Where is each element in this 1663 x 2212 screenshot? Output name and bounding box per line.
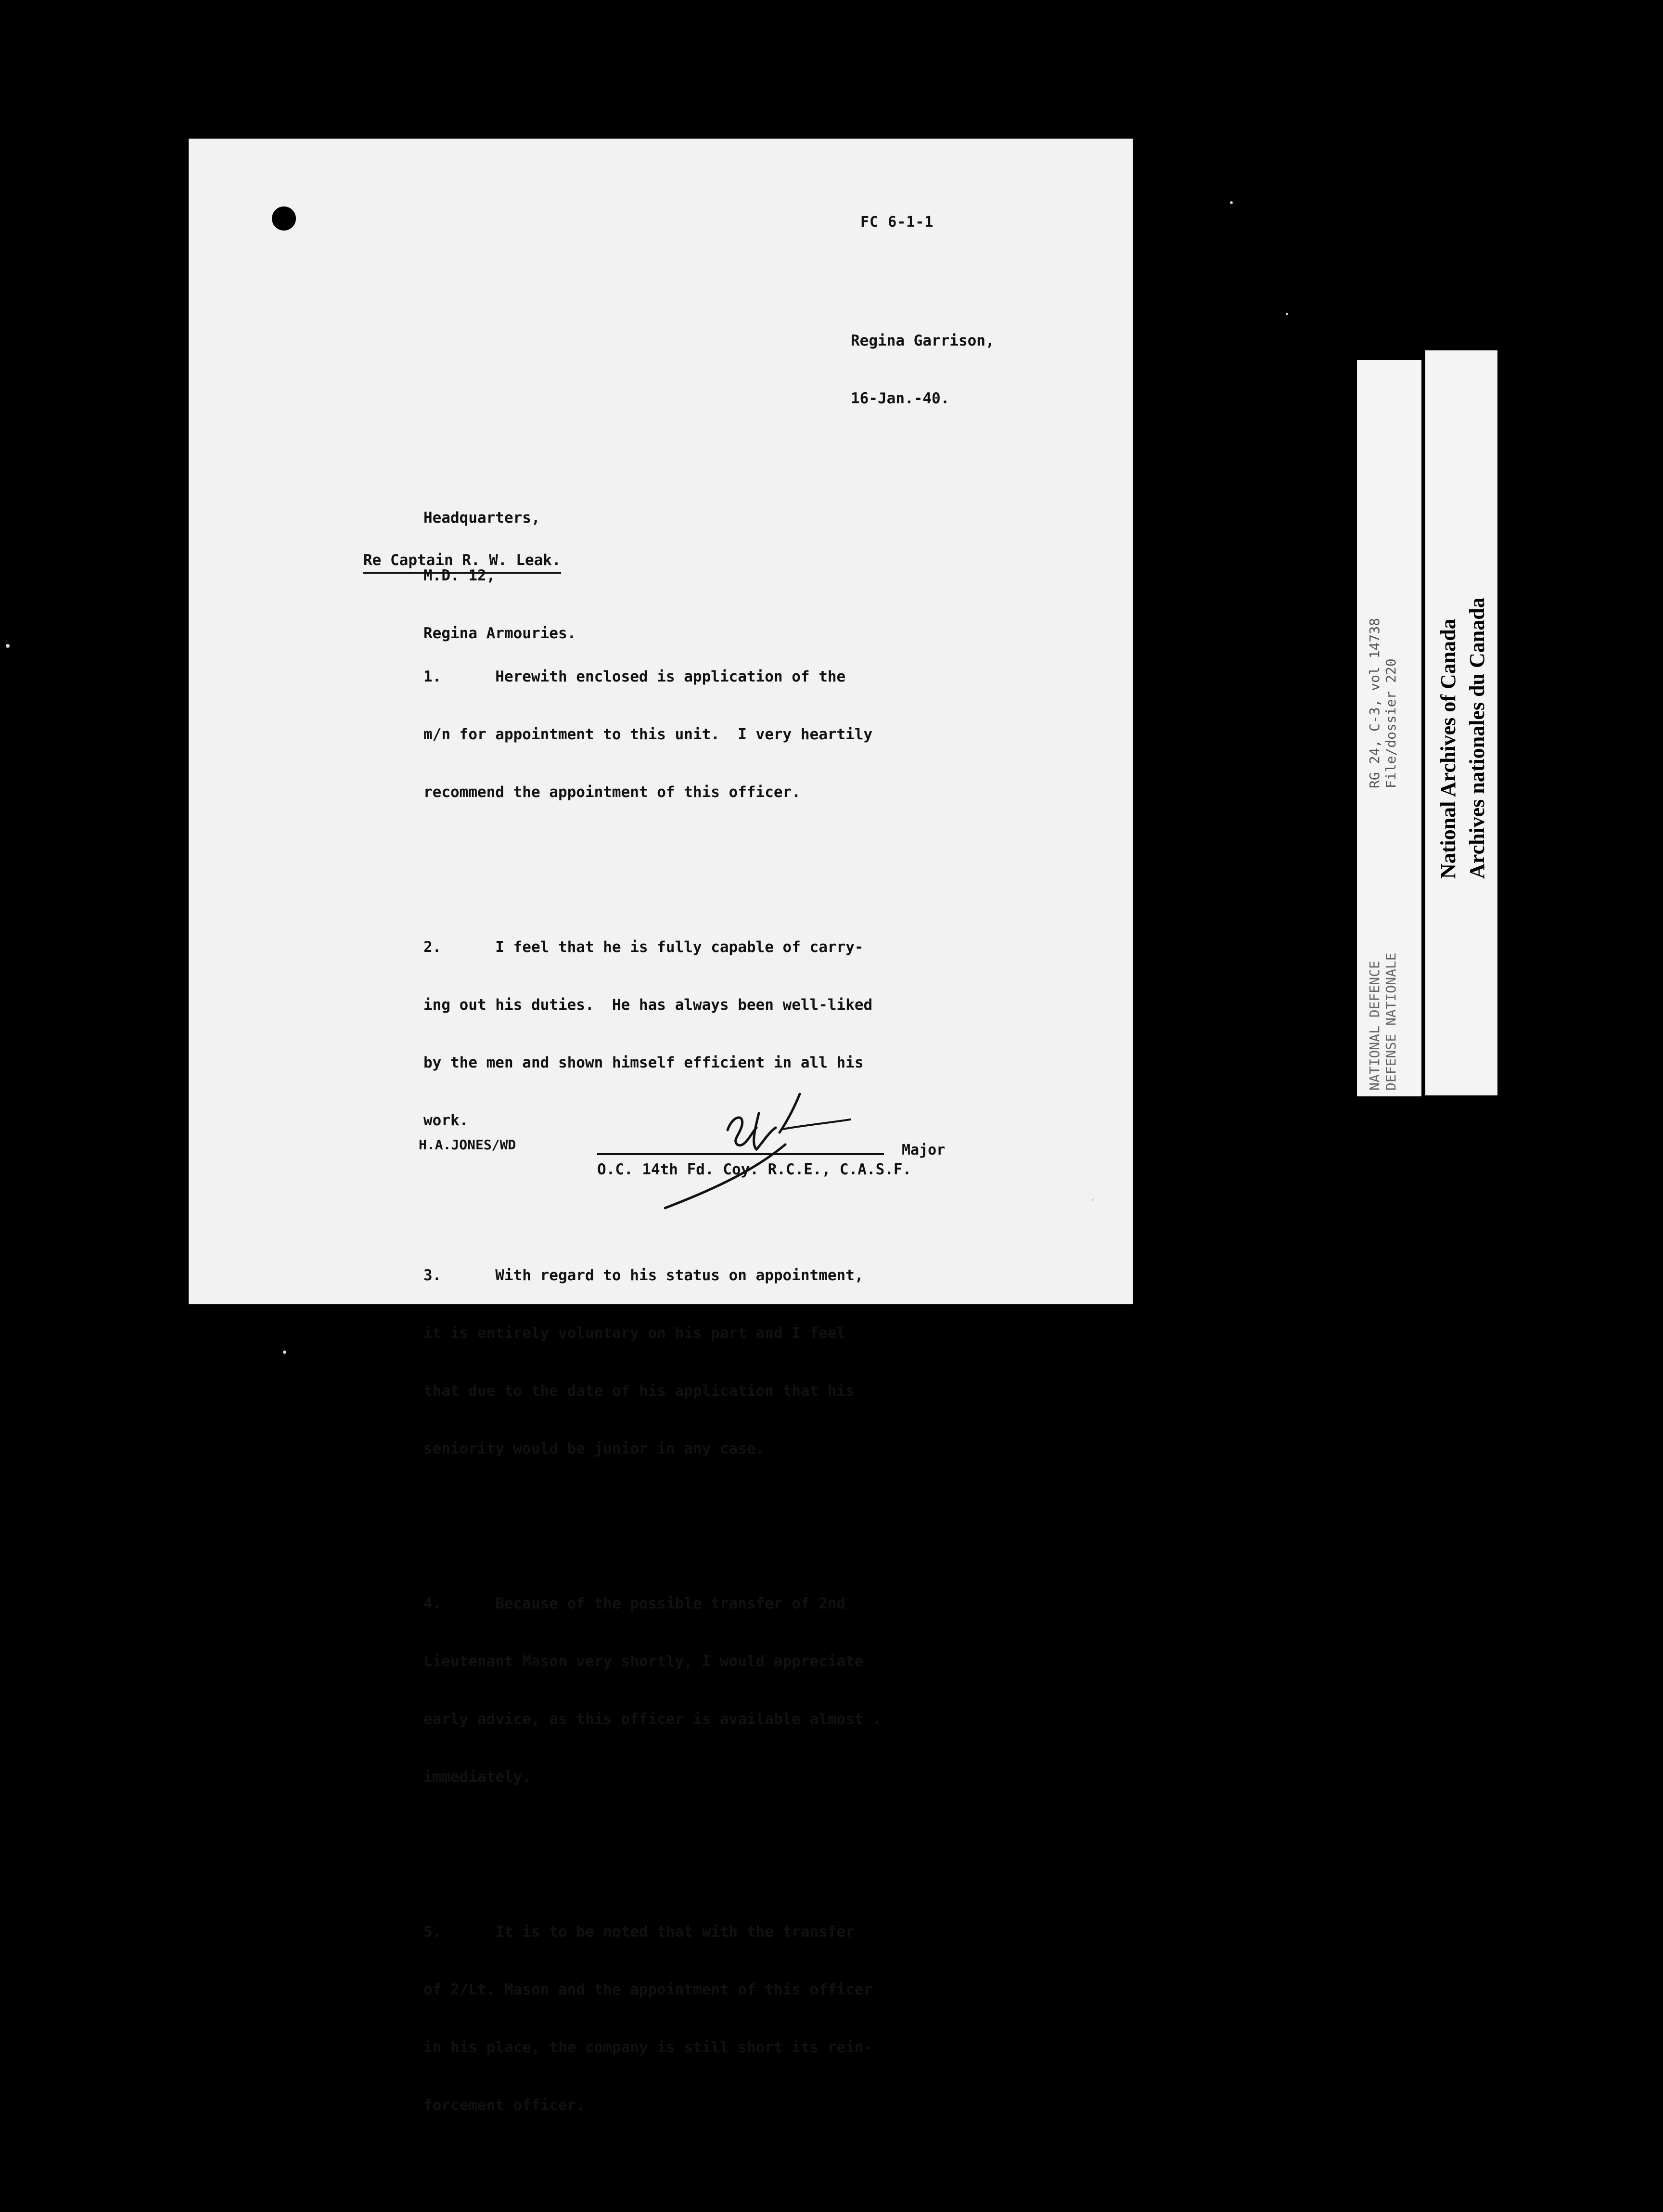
body-line: forcement officer.: [423, 2096, 585, 2114]
paragraph-5: [423, 1884, 943, 2153]
letter-body: [423, 590, 946, 2212]
department-line: DEFENSE NATIONALE: [1383, 952, 1399, 1091]
archive-reference-strip: [1357, 360, 1421, 1096]
addressee-line: Regina Armouries.: [423, 625, 576, 642]
paragraph-1: [423, 629, 943, 840]
body-line: in his place, the company is still short its rein-: [423, 2039, 873, 2056]
reference-line: File/dossier 220: [1383, 658, 1399, 788]
punch-hole: [272, 206, 296, 231]
place-line: Regina Garrison,: [851, 332, 995, 349]
archive-reference: [1367, 618, 1399, 788]
body-line: recommend the appointment of this officer.: [423, 784, 801, 801]
body-line: m/n for appointment to this unit. I very heartily: [423, 726, 873, 743]
subject-line: Re Captain R. W. Leak.: [363, 551, 561, 574]
archive-institution-strip: [1425, 350, 1497, 1095]
body-line: that due to the date of his application that his: [423, 1382, 855, 1400]
file-reference: FC 6-1-1: [860, 214, 934, 231]
body-line: 5. It is to be noted that with the transfer: [423, 1923, 855, 1941]
signatory-rank: Major: [902, 1142, 946, 1158]
dust-speck: [1230, 201, 1233, 204]
body-line: immediately.: [423, 1768, 531, 1786]
signatory-unit: O.C. 14th Fd. Coy. R.C.E., C.A.S.F.: [597, 1161, 912, 1178]
body-line: 4. Because of the possible transfer of 2nd: [423, 1595, 846, 1612]
signature-mark: [660, 1087, 891, 1212]
paragraph-4: [423, 1556, 943, 1825]
department-line: NATIONAL DEFENCE: [1367, 961, 1382, 1091]
body-line: of 2/Lt. Mason and the appointment of this officer: [423, 1981, 873, 1998]
body-line: 1. Herewith enclosed is application of the: [423, 668, 846, 685]
date-line: 16-Jan.-40.: [851, 390, 950, 407]
reference-line: RG 24, C-3, vol 14738: [1367, 617, 1382, 788]
department-name: [1367, 952, 1399, 1091]
body-line: seniority would be junior in any case.: [423, 1440, 765, 1457]
body-line: ing out his duties. He has always been well-liked: [423, 996, 873, 1014]
addressee-line: Headquarters,: [423, 509, 540, 527]
signature-line: [597, 1153, 884, 1155]
institution-line: National Archives of Canada: [1436, 618, 1460, 879]
dust-speck: [283, 1350, 286, 1354]
dust-speck: [6, 644, 10, 648]
addressee-line: M.D. 12,: [423, 567, 496, 584]
body-line: 2. I feel that he is fully capable of carry-: [423, 939, 864, 956]
institution-name: [1434, 597, 1492, 879]
typist-identification: H.A.JONES/WD: [419, 1137, 516, 1153]
dust-speck: [1091, 1198, 1094, 1201]
body-line: by the men and shown himself efficient in all his: [423, 1054, 864, 1071]
paragraph-3: [423, 1227, 943, 1497]
body-line: it is entirely voluntary on his part and I feel: [423, 1325, 846, 1342]
dust-speck: [1286, 313, 1288, 315]
body-line: Lieutenant Mason very shortly, I would appreciate: [423, 1653, 864, 1670]
institution-line: Archives nationales du Canada: [1465, 597, 1489, 879]
body-line: early advice, as this officer is available almost .: [423, 1710, 882, 1728]
body-line: work.: [423, 1112, 469, 1129]
place-date-block: [851, 293, 995, 447]
letter-page: [189, 139, 1133, 2114]
body-line: 3. With regard to his status on appointment,: [423, 1267, 864, 1284]
